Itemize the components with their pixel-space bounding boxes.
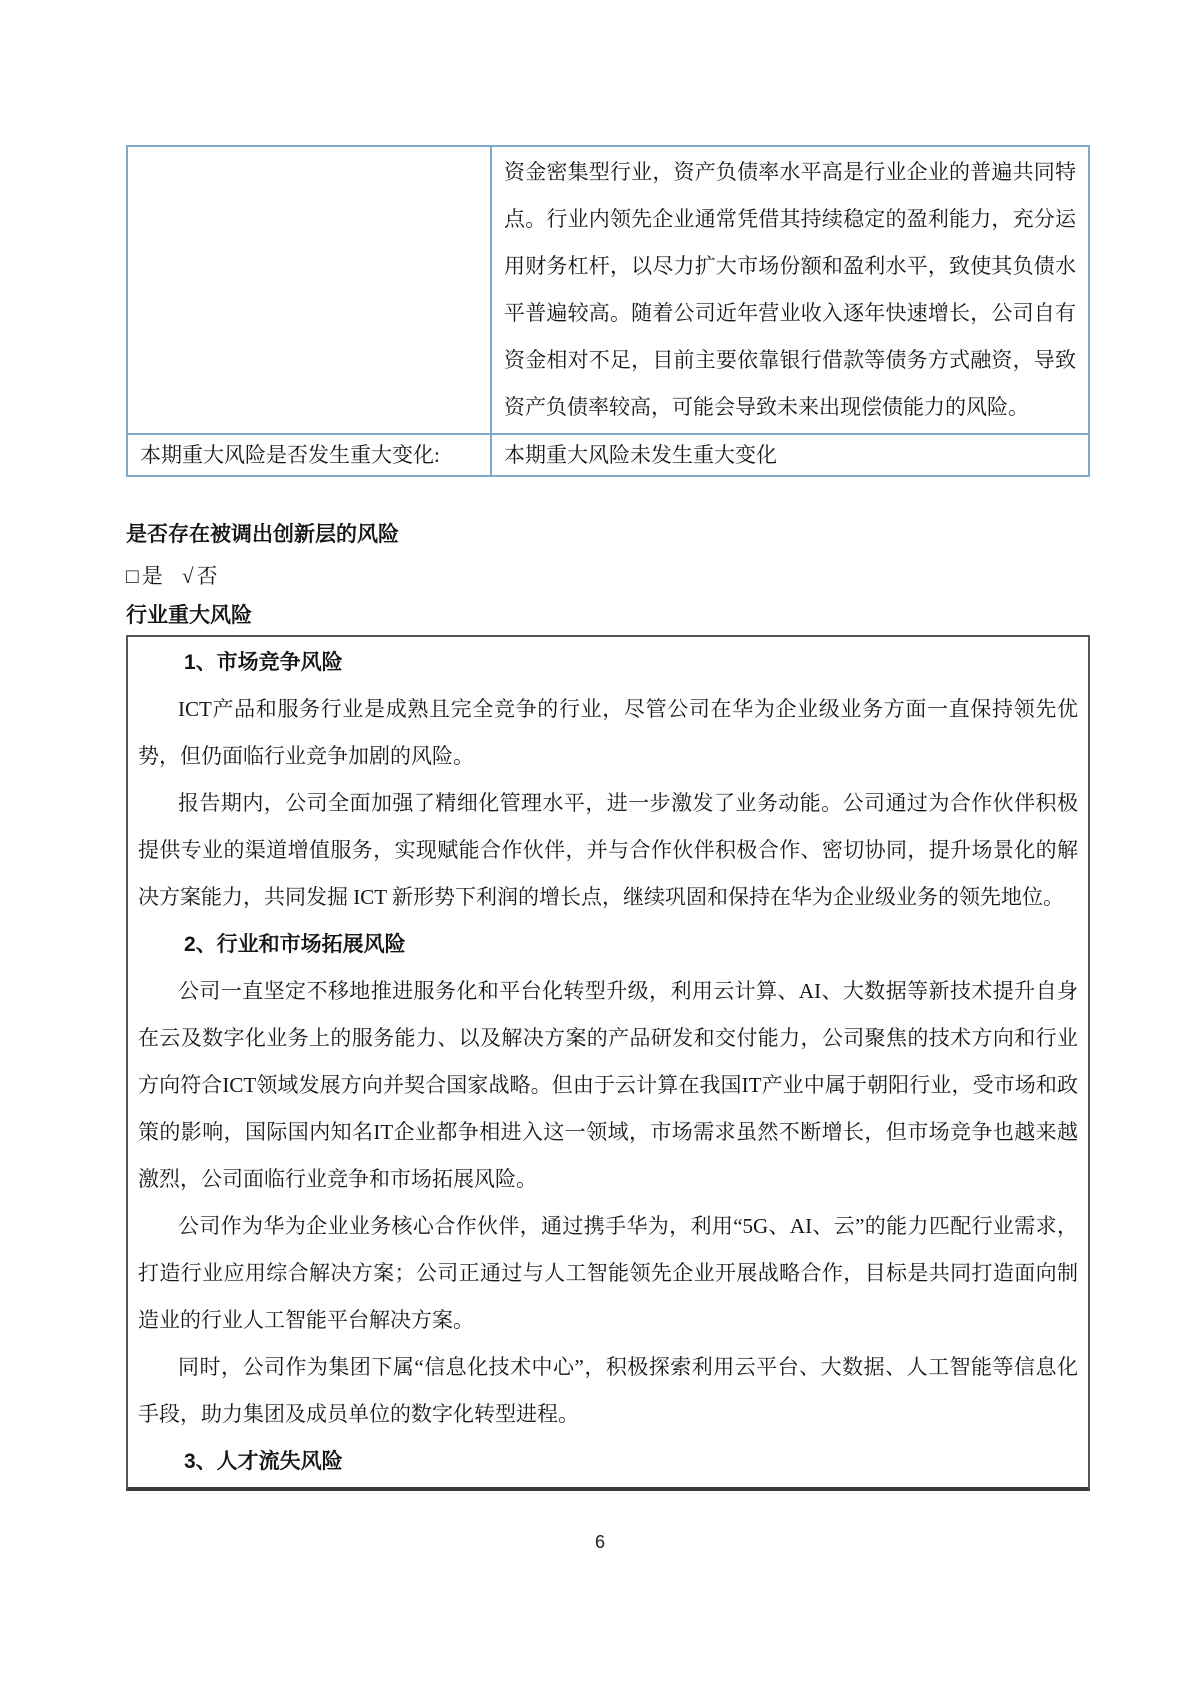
risk-paragraph: 公司作为华为企业业务核心合作伙伴，通过携手华为，利用“5G、AI、云”的能力匹配行业需求，打造行业应用综合解决方案；公司正通过与人工智能领先企业开展战略合作，目标是共同打造面向制造业的行业人工智能平台解决方案。: [138, 1214, 1078, 1332]
industry-risk-box: [126, 635, 1090, 1491]
risk-change-label-cell: 本期重大风险是否发生重大变化:: [127, 434, 491, 476]
empty-label-cell: [127, 146, 491, 434]
table-row: [127, 146, 1089, 434]
risk-paragraph: 同时，公司作为集团下属“信息化技术中心”，积极探索利用云平台、大数据、人工智能等信息化手段，助力集团及成员单位的数字化转型进程。: [138, 1355, 1078, 1426]
risk-subheading-talent-loss: 3、人才流失风险: [184, 1450, 343, 1473]
risk-paragraph: ICT产品和服务行业是成熟且完全竞争的行业，尽管公司在华为企业级业务方面一直保持领先优势，但仍面临行业竞争加剧的风险。: [138, 697, 1078, 768]
yes-no-checkbox-line: [126, 562, 1200, 590]
risk-subheading-market-competition: 1、市场竞争风险: [184, 651, 343, 674]
risk-paragraph: 报告期内，公司全面加强了精细化管理水平，进一步激发了业务动能。公司通过为合作伙伴积极提供专业的渠道增值服务，实现赋能合作伙伴，并与合作伙伴积极合作、密切协同，提升场景化的解决方案能力，共同发掘 ICT 新形势下利润的增长点，继续巩固和保持在华为企业级业务的领先地位。: [138, 791, 1078, 909]
checkbox-no-label: 否: [196, 564, 218, 588]
unchecked-box-icon: □: [126, 564, 139, 588]
check-mark-icon: √: [181, 564, 194, 588]
checkbox-no-option: [182, 564, 218, 588]
risk-subheading-market-expansion: 2、行业和市场拓展风险: [184, 933, 406, 956]
checkbox-yes-option: [126, 564, 163, 588]
industry-risk-heading: 行业重大风险: [126, 604, 252, 627]
major-risk-table: [126, 145, 1090, 477]
innovation-layer-risk-heading: 是否存在被调出创新层的风险: [126, 523, 399, 546]
risk-paragraph: 公司一直坚定不移地推进服务化和平台化转型升级，利用云计算、AI、大数据等新技术提升自身在云及数字化业务上的服务能力、以及解决方案的产品研发和交付能力，公司聚焦的技术方向和行业方向符合ICT领域发展方向并契合国家战略。但由于云计算在我国IT产业中属于朝阳行业，受市场和政策的影响，国际国内知名IT企业都争相进入这一领域，市场需求虽然不断增长，但市场竞争也越来越激烈，公司面临行业竞争和市场拓展风险。: [138, 979, 1078, 1191]
risk-change-value-cell: 本期重大风险未发生重大变化: [491, 434, 1089, 476]
risk-description-cell: 资金密集型行业，资产负债率水平高是行业企业的普遍共同特点。行业内领先企业通常凭借其持续稳定的盈利能力，充分运用财务杠杆，以尽力扩大市场份额和盈利水平，致使其负债水平普遍较高。随着公司近年营业收入逐年快速增长，公司自有资金相对不足，目前主要依靠银行借款等债务方式融资，导致资产负债率较高，可能会导致未来出现偿债能力的风险。: [491, 146, 1089, 434]
checkbox-yes-label: 是: [141, 564, 163, 588]
page-number: 6: [594, 1532, 605, 1552]
table-row: [127, 434, 1089, 476]
